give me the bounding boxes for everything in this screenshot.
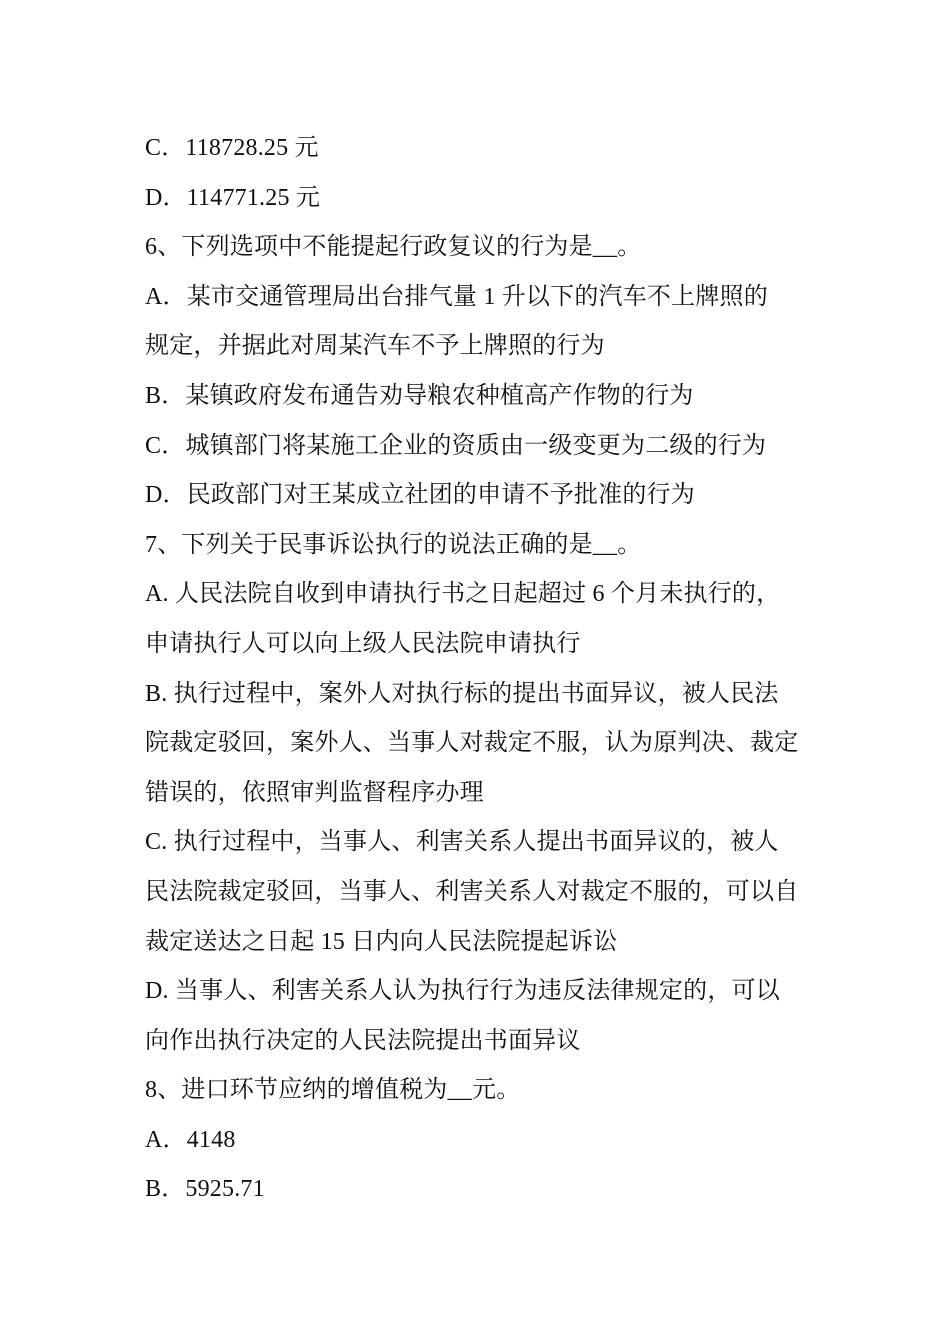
option-d-q7-cont: 向作出执行决定的人民法院提出书面异议 xyxy=(145,1027,581,1054)
option-b-q7: B. 执行过程中，案外人对执行标的提出书面异议，被人民法 xyxy=(145,680,779,707)
option-c-q7-cont1: 民法院裁定驳回，当事人、利害关系人对裁定不服的，可以自 xyxy=(145,878,799,905)
option-d-q5: D．114771.25 元 xyxy=(145,184,321,211)
document-body xyxy=(145,124,815,1215)
option-c-q5: C．118728.25 元 xyxy=(145,135,319,161)
option-a-q6: A．某市交通管理局出台排气量 1 升以下的汽车不上牌照的 xyxy=(145,283,768,310)
option-b-q7-cont1: 院裁定驳回，案外人、当事人对裁定不服，认为原判决、裁定 xyxy=(145,730,799,757)
option-c-q7: C. 执行过程中，当事人、利害关系人提出书面异议的，被人 xyxy=(145,829,779,856)
option-c-q7-cont2: 裁定送达之日起 15 日内向人民法院提起诉讼 xyxy=(145,928,618,955)
question-7: 7、下列关于民事诉讼执行的说法正确的是__。 xyxy=(145,531,642,558)
question-6: 6、下列选项中不能提起行政复议的行为是__。 xyxy=(145,234,642,261)
option-a-q7-cont: 申请执行人可以向上级人民法院申请执行 xyxy=(145,630,581,657)
option-a-q6-cont: 规定，并据此对周某汽车不予上牌照的行为 xyxy=(145,333,605,360)
question-8: 8、进口环节应纳的增值税为__元。 xyxy=(145,1077,521,1104)
option-a-q7: A. 人民法院自收到申请执行书之日起超过 6 个月未执行的， xyxy=(145,581,781,608)
option-b-q6: B．某镇政府发布通告劝导粮农种植高产作物的行为 xyxy=(145,382,694,409)
option-b-q7-cont2: 错误的，依照审判监督程序办理 xyxy=(145,779,484,806)
option-a-q8: A．4148 xyxy=(145,1126,236,1153)
option-d-q7: D. 当事人、利害关系人认为执行行为违反法律规定的，可以 xyxy=(145,978,780,1005)
option-d-q6: D．民政部门对王某成立社团的申请不予批准的行为 xyxy=(145,482,695,509)
option-c-q6: C．城镇部门将某施工企业的资质由一级变更为二级的行为 xyxy=(145,432,767,459)
option-b-q8: B．5925.71 xyxy=(145,1176,265,1203)
